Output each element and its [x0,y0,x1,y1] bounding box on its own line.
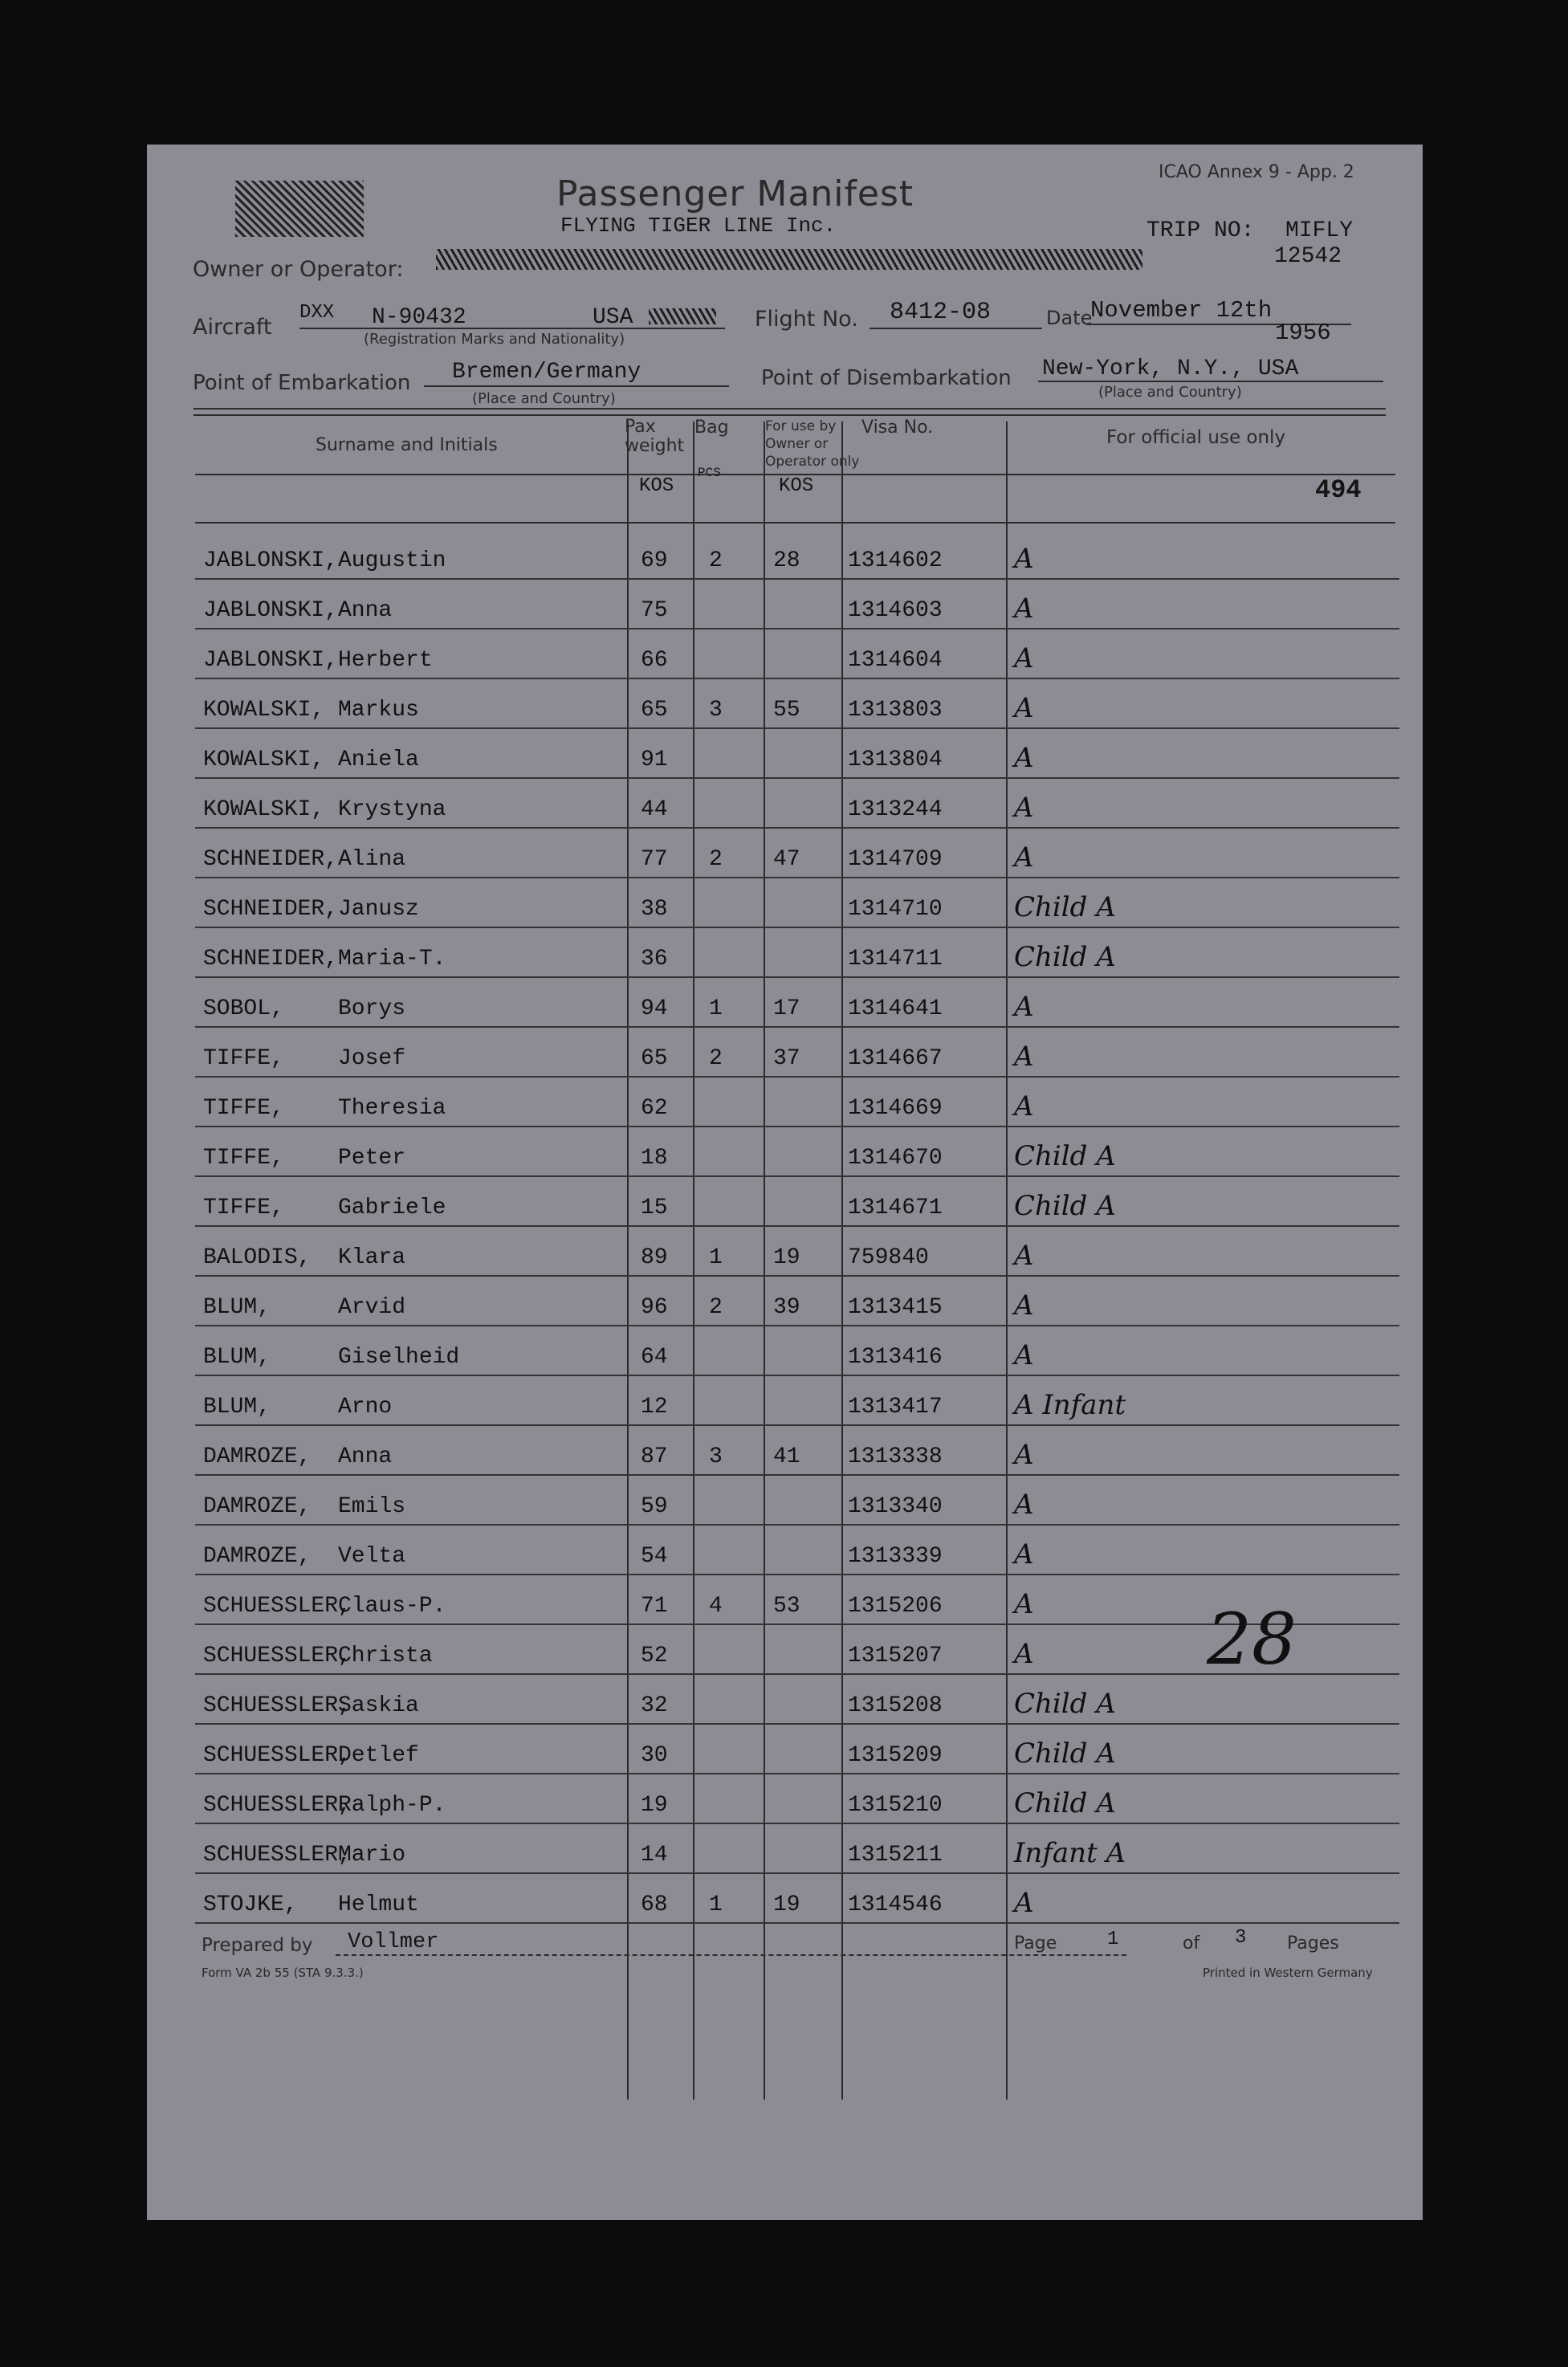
official-note: A [1014,692,1034,724]
table-row [195,928,1399,978]
pax-weight-value: 30 [641,1743,668,1768]
table-row [195,1675,1399,1725]
table-row [195,1774,1399,1824]
passenger-surname: TIFFE, [203,1146,284,1171]
header-rule-1 [193,408,1386,409]
pax-weight-value: 66 [641,648,668,673]
form-annex-mark: ICAO Annex 9 - App. 2 [1159,162,1354,182]
official-note: A [1014,642,1034,674]
passenger-surname: SCHUESSLER, [203,1594,352,1619]
visa-number: 1314667 [848,1046,943,1071]
visa-number: 1314709 [848,847,943,872]
table-row [195,978,1399,1028]
bag-weight-value: 17 [773,996,800,1021]
passenger-surname: SCHUESSLER, [203,1743,352,1768]
table-row [195,1526,1399,1575]
embarkation-caption: (Place and Country) [472,390,616,407]
table-row [195,1476,1399,1526]
pax-weight-value: 36 [641,947,668,972]
passenger-surname: BLUM, [203,1395,271,1420]
passenger-first-name: Josef [338,1046,406,1071]
official-note: Child A [1014,1688,1116,1720]
official-note: A [1014,1538,1034,1571]
passenger-surname: JABLONSKI, [203,548,339,573]
pax-weight-value: 89 [641,1245,668,1270]
flight-label: Flight No. [755,307,858,332]
passenger-surname: JABLONSKI, [203,648,339,673]
official-note: A [1014,1240,1034,1272]
pax-weight-value: 65 [641,698,668,723]
passenger-first-name: Markus [338,698,419,723]
official-note: A [1014,841,1034,874]
visa-number: 1314710 [848,897,943,922]
prepared-line [336,1954,1126,1956]
official-note: A [1014,792,1034,824]
official-note: A [1014,1439,1034,1471]
passenger-surname: JABLONSKI, [203,598,339,623]
pax-weight-value: 32 [641,1693,668,1718]
tally-count: 28 [1207,1598,1297,1681]
pax-weight-value: 77 [641,847,668,872]
pax-weight-value: 68 [641,1892,668,1917]
date-label: Date [1046,307,1093,329]
form-code: Form VA 2b 55 (STA 9.3.3.) [202,1966,364,1980]
official-note: A [1014,742,1034,774]
col-pcs: PCS [698,466,721,480]
pax-weight-value: 94 [641,996,668,1021]
embarkation-line [424,385,729,387]
passenger-first-name: Peter [338,1146,406,1171]
of-label: of [1183,1933,1200,1953]
passenger-first-name: Giselheid [338,1345,460,1370]
date-value: November 12th [1090,297,1273,324]
page-label: Page [1014,1933,1057,1953]
visa-number: 1315209 [848,1743,943,1768]
visa-number: 759840 [848,1245,929,1270]
passenger-first-name: Herbert [338,648,433,673]
col-visa: Visa No. [861,418,934,438]
passenger-surname: SCHUESSLER, [203,1793,352,1818]
visa-number: 1315207 [848,1644,943,1668]
bag-weight-value: 28 [773,548,800,573]
bag-count: 2 [709,847,723,872]
embarkation-label: Point of Embarkation [193,371,411,395]
visa-number: 1314602 [848,548,943,573]
table-row [195,1426,1399,1476]
official-note: Infant A [1014,1837,1126,1869]
disembarkation-value: New-York, N.Y., USA [1042,356,1299,381]
header-rule-2 [193,414,1386,416]
bag-count: 1 [709,996,723,1021]
passenger-first-name: Aniela [338,748,419,772]
visa-number: 1315206 [848,1594,943,1619]
visa-number: 1314671 [848,1196,943,1220]
col-surname: Surname and Initials [316,435,498,455]
pax-weight-value: 65 [641,1046,668,1071]
passenger-first-name: Anna [338,1444,393,1469]
passenger-surname: BLUM, [203,1345,271,1370]
nationality: USA [593,305,633,330]
disembarkation-line [1038,381,1383,382]
visa-number: 1314641 [848,996,943,1021]
passenger-first-name: Krystyna [338,797,446,822]
table-row [195,1028,1399,1078]
passenger-surname: DAMROZE, [203,1444,312,1469]
page-number: 1 [1107,1929,1119,1950]
pax-weight-value: 64 [641,1345,668,1370]
header-bottom-rule [195,522,1395,524]
passenger-first-name: Klara [338,1245,406,1270]
passenger-surname: TIFFE, [203,1046,284,1071]
official-note: A [1014,1339,1034,1371]
pax-weight-value: 71 [641,1594,668,1619]
official-note: Child A [1014,1787,1116,1819]
bag-count: 1 [709,1245,723,1270]
bag-weight-value: 19 [773,1245,800,1270]
bag-count: 1 [709,1892,723,1917]
official-note: Child A [1014,941,1116,973]
disembarkation-label: Point of Disembarkation [761,366,1012,390]
pax-weight-value: 19 [641,1793,668,1818]
bag-count: 2 [709,1046,723,1071]
official-note: A [1014,991,1034,1023]
pax-weight-value: 91 [641,748,668,772]
owner-label: Owner or Operator: [193,257,404,282]
registration-marks: N-90432 [372,305,466,330]
table-row [195,530,1399,580]
passenger-first-name: Arno [338,1395,393,1420]
table-row [195,580,1399,629]
passenger-surname: SOBOL, [203,996,284,1021]
visa-number: 1315208 [848,1693,943,1718]
table-row [195,629,1399,679]
table-row [195,1277,1399,1326]
bag-count: 3 [709,698,723,723]
row-rule [195,1922,1399,1924]
pax-weight-value: 44 [641,797,668,822]
table-row [195,1874,1399,1924]
bag-count: 2 [709,1295,723,1320]
passenger-first-name: Theresia [338,1096,446,1121]
table-row [195,1227,1399,1277]
visa-number: 1314603 [848,598,943,623]
visa-number: 1313340 [848,1494,943,1519]
pax-weight-value: 62 [641,1096,668,1121]
passenger-surname: BALODIS, [203,1245,312,1270]
visa-number: 1313416 [848,1345,943,1370]
table-row [195,1127,1399,1177]
trip-label: TRIP NO: [1146,218,1255,243]
passenger-first-name: Augustin [338,548,446,573]
official-note: A [1014,1887,1034,1919]
passenger-first-name: Claus-P. [338,1594,446,1619]
official-note: Child A [1014,1140,1116,1172]
visa-number: 1314604 [848,648,943,673]
passenger-first-name: Detlef [338,1743,419,1768]
bag-weight-value: 41 [773,1444,800,1469]
table-row [195,1824,1399,1874]
prepared-label: Prepared by [202,1935,313,1956]
flight-line [870,328,1042,329]
passenger-surname: SCHUESSLER, [203,1693,352,1718]
passenger-surname: STOJKE, [203,1892,298,1917]
bag-count: 4 [709,1594,723,1619]
official-note: A [1014,543,1034,575]
official-note: A [1014,593,1034,625]
visa-number: 1313804 [848,748,943,772]
pax-weight-value: 75 [641,598,668,623]
col-pax-weight: Pax weight [625,417,685,456]
visa-number: 1313417 [848,1395,943,1420]
official-note: A [1014,1489,1034,1521]
pax-weight-value: 52 [641,1644,668,1668]
official-note: Child A [1014,1738,1116,1770]
passenger-first-name: Maria-T. [338,947,446,972]
passenger-surname: BLUM, [203,1295,271,1320]
col-kos-bag: KOS [779,475,814,497]
table-row [195,1326,1399,1376]
official-note: Child A [1014,891,1116,923]
visa-number: 1314546 [848,1892,943,1917]
passenger-surname: SCHUESSLER, [203,1843,352,1868]
passenger-surname: DAMROZE, [203,1494,312,1519]
prepared-by: Vollmer [348,1930,439,1954]
pax-weight-value: 87 [641,1444,668,1469]
manifest-sheet [147,145,1423,2220]
visa-number: 1315211 [848,1843,943,1868]
table-row [195,878,1399,928]
struck-operator-field [436,249,1142,270]
pax-weight-value: 54 [641,1544,668,1569]
aircraft-prefix: DXX [299,302,335,324]
logo-mark [235,181,364,237]
passenger-first-name: Ralph-P. [338,1793,446,1818]
visa-number: 1314669 [848,1096,943,1121]
passenger-surname: KOWALSKI, [203,797,325,822]
document-title: Passenger Manifest [556,173,914,214]
bag-count: 3 [709,1444,723,1469]
pax-weight-value: 12 [641,1395,668,1420]
passenger-first-name: Arvid [338,1295,406,1320]
passenger-first-name: Christa [338,1644,433,1668]
pax-weight-value: 15 [641,1196,668,1220]
table-row [195,1177,1399,1227]
passenger-surname: KOWALSKI, [203,748,325,772]
passenger-first-name: Anna [338,598,393,623]
bag-weight-value: 37 [773,1046,800,1071]
visa-number: 1314670 [848,1146,943,1171]
passenger-first-name: Saskia [338,1693,419,1718]
official-note: A [1014,1638,1034,1670]
table-row [195,729,1399,779]
visa-number: 1315210 [848,1793,943,1818]
flight-number: 8412-08 [890,299,992,326]
official-note: A [1014,1041,1034,1073]
bag-weight-value: 47 [773,847,800,872]
visa-number: 1313339 [848,1544,943,1569]
table-row [195,1078,1399,1127]
visa-number: 1313415 [848,1295,943,1320]
passenger-surname: TIFFE, [203,1196,284,1220]
trip-value: MIFLY [1285,218,1354,243]
struck-nationality [649,308,716,324]
registration-caption: (Registration Marks and Nationality) [364,331,625,348]
bag-count: 2 [709,548,723,573]
visa-number: 1313338 [848,1444,943,1469]
table-row [195,779,1399,829]
pages-label: Pages [1287,1933,1339,1953]
official-note: A Infant [1014,1389,1126,1421]
passenger-surname: SCHNEIDER, [203,847,339,872]
col-kos-weight: KOS [639,475,674,497]
airline-name: FLYING TIGER LINE Inc. [560,214,837,238]
printed-note: Printed in Western Germany [1203,1966,1373,1980]
table-row [195,679,1399,729]
passenger-surname: TIFFE, [203,1096,284,1121]
passenger-first-name: Mario [338,1843,406,1868]
passenger-surname: SCHNEIDER, [203,897,339,922]
passenger-first-name: Janusz [338,897,419,922]
passenger-surname: KOWALSKI, [203,698,325,723]
table-row [195,1376,1399,1426]
passenger-first-name: Emils [338,1494,406,1519]
page-reference: 494 [1315,475,1362,505]
col-official-use: For official use only [1106,427,1286,448]
embarkation-value: Bremen/Germany [452,360,641,385]
visa-number: 1313244 [848,797,943,822]
passenger-first-name: Borys [338,996,406,1021]
official-note: Child A [1014,1190,1116,1222]
disembarkation-caption: (Place and Country) [1098,384,1242,401]
passenger-first-name: Helmut [338,1892,419,1917]
pax-weight-value: 14 [641,1843,668,1868]
pax-weight-value: 69 [641,548,668,573]
passenger-first-name: Gabriele [338,1196,446,1220]
passenger-surname: DAMROZE, [203,1544,312,1569]
table-row [195,829,1399,878]
pax-weight-value: 59 [641,1494,668,1519]
table-row [195,1725,1399,1774]
header-divider [195,474,1395,475]
pax-weight-value: 38 [641,897,668,922]
trip-number: 12542 [1274,244,1342,269]
passenger-surname: SCHUESSLER, [203,1644,352,1668]
passenger-surname: SCHNEIDER, [203,947,339,972]
col-bag: Bag [694,418,729,438]
bag-weight-value: 53 [773,1594,800,1619]
year-value: 1956 [1275,320,1331,346]
passenger-first-name: Alina [338,847,406,872]
visa-number: 1313803 [848,698,943,723]
bag-weight-value: 55 [773,698,800,723]
visa-number: 1314711 [848,947,943,972]
page-total: 3 [1235,1927,1247,1949]
official-note: A [1014,1588,1034,1620]
registration-line [299,328,725,329]
aircraft-label: Aircraft [193,315,272,340]
col-owner-only: For use by Owner or Operator only [765,418,860,470]
pax-weight-value: 18 [641,1146,668,1171]
bag-weight-value: 19 [773,1892,800,1917]
bag-weight-value: 39 [773,1295,800,1320]
passenger-first-name: Velta [338,1544,406,1569]
official-note: A [1014,1289,1034,1322]
pax-weight-value: 96 [641,1295,668,1320]
official-note: A [1014,1090,1034,1122]
